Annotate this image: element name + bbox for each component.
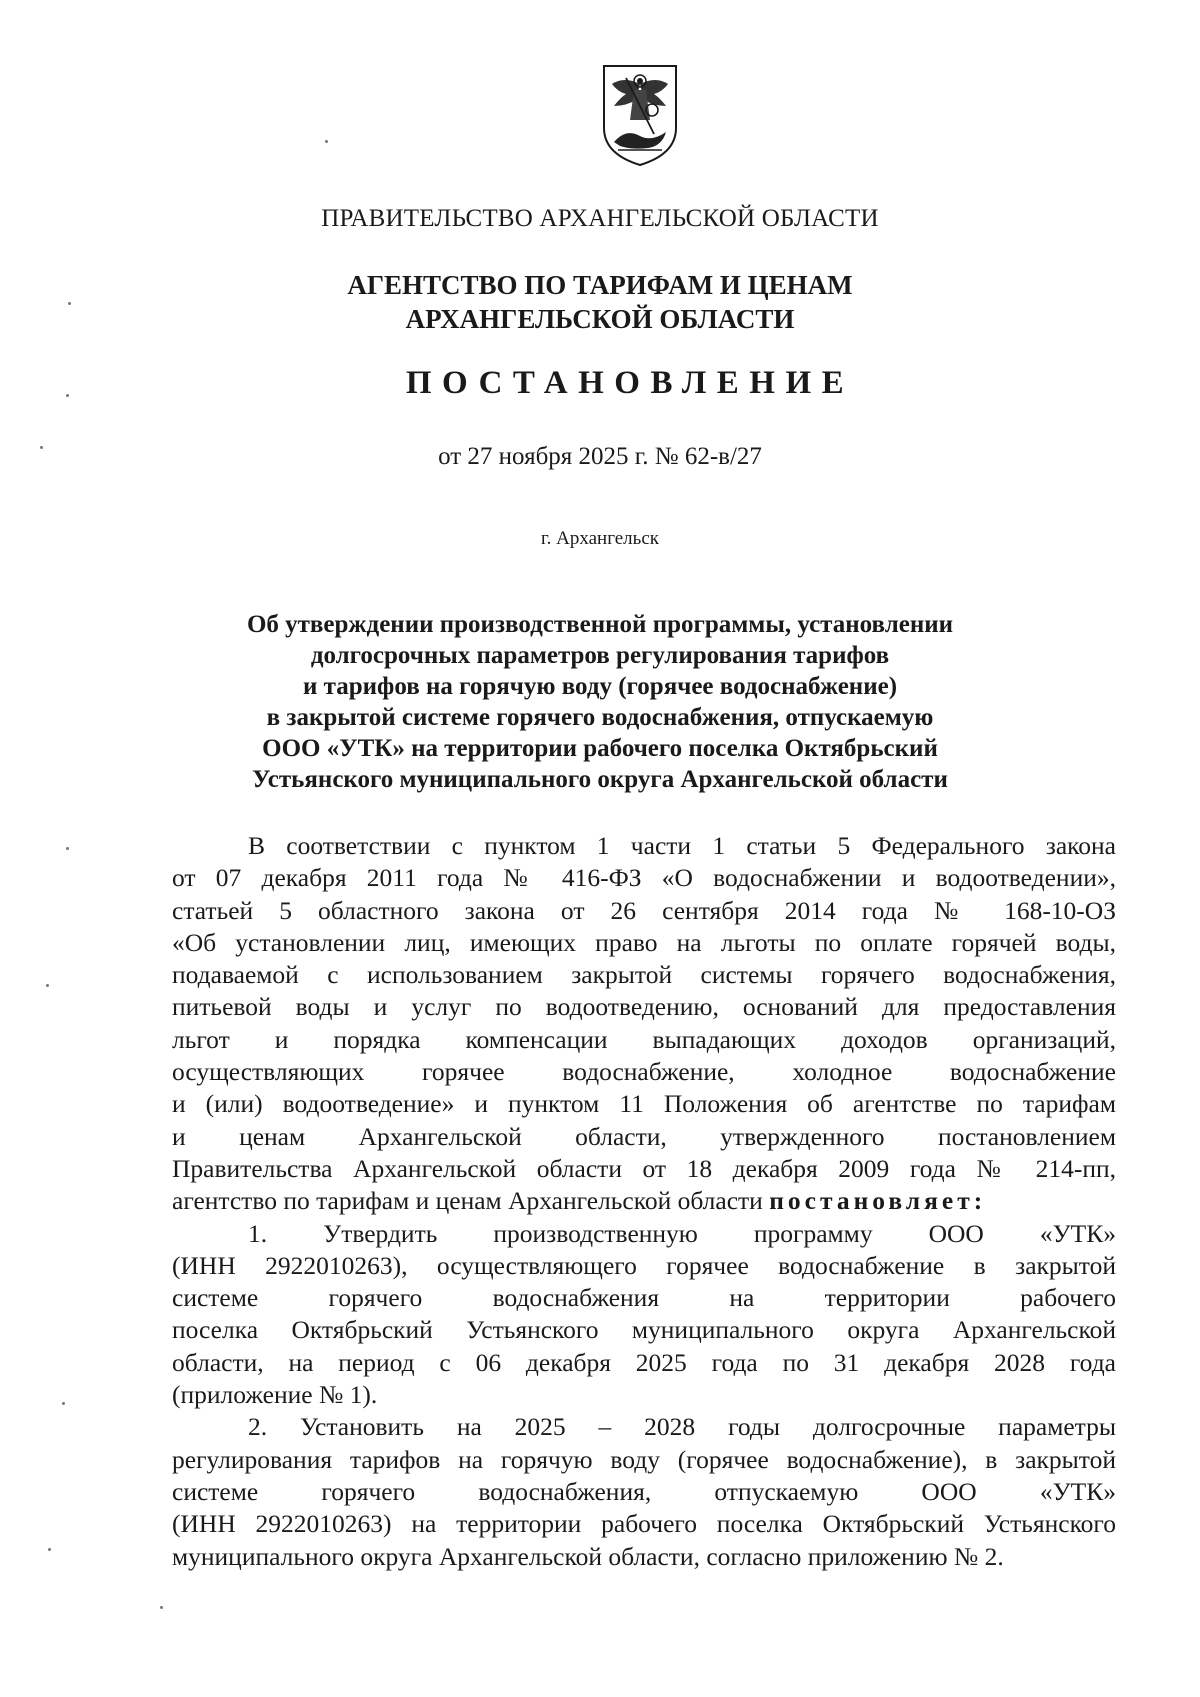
scan-speck: [48, 1548, 51, 1551]
preamble-paragraph: [172, 830, 1116, 1218]
body-line: (ИНН 2922010263) на территории рабочего поселка Октябрьский Устьянского: [172, 1509, 1116, 1539]
title-line: в закрытой системе горячего водоснабжения, отпускаемую: [266, 704, 934, 731]
item-1-paragraph: [172, 1218, 1116, 1412]
scan-speck: [66, 847, 69, 850]
body-line: подаваемой с использованием закрытой системы горячего водоснабжения,: [172, 960, 1116, 990]
body-line: муниципального округа Архангельской области, согласно приложению № 2.: [172, 1541, 1004, 1571]
body-line: [172, 1185, 1116, 1217]
agency-name-line: АГЕНТСТВО ПО ТАРИФАМ И ЦЕНАМ: [347, 270, 853, 300]
title-line: Об утверждении производственной программы, установлении: [246, 611, 954, 638]
document-number-date: от 27 ноября 2025 г. № 62-в/27: [438, 443, 762, 470]
title-line: ООО «УТК» на территории рабочего поселка Октябрьский: [262, 735, 938, 762]
title-line: долгосрочных параметров регулирования тарифов: [310, 642, 890, 669]
document-type: ПОСТАНОВЛЕНИЕ: [405, 365, 855, 401]
document-body: [172, 830, 1116, 1573]
scan-speck: [160, 1606, 163, 1609]
body-line: статьей 5 областного закона от 26 сентября 2014 года № 168-10-ОЗ: [172, 895, 1116, 925]
body-line: питьевой воды и услуг по водоотведению, оснований для предоставления: [172, 992, 1116, 1022]
government-name: ПРАВИТЕЛЬСТВО АРХАНГЕЛЬСКОЙ ОБЛАСТИ: [321, 205, 879, 232]
body-line: регулирования тарифов на горячую воду (горячее водоснабжение), в закрытой: [172, 1444, 1116, 1474]
agency-name-line: АРХАНГЕЛЬСКОЙ ОБЛАСТИ: [405, 304, 795, 334]
item-2-paragraph: [172, 1411, 1116, 1572]
body-line: льгот и порядка компенсации выпадающих доходов организаций,: [172, 1024, 1116, 1054]
title-line: и тарифов на горячую воду (горячее водоснабжение): [302, 673, 898, 700]
document-title: [0, 609, 1200, 795]
document-city: г. Архангельск: [540, 528, 659, 549]
body-line: и ценам Архангельской области, утвержденного постановлением: [172, 1121, 1116, 1151]
agency-name: [0, 268, 1200, 336]
body-line: осуществляющих горячее водоснабжение, холодное водоснабжение: [172, 1057, 1116, 1087]
body-line: В соответствии с пунктом 1 части 1 статьи 5 Федерального закона: [248, 831, 1116, 860]
body-line: (ИНН 2922010263), осуществляющего горячее водоснабжение в закрытой: [172, 1250, 1116, 1280]
body-line: Правительства Архангельской области от 18 декабря 2009 года № 214-пп,: [172, 1153, 1116, 1183]
body-line: области, на период с 06 декабря 2025 года по 31 декабря 2028 года: [172, 1347, 1116, 1377]
body-line: от 07 декабря 2011 года № 416-ФЗ «О водоснабжении и водоотведении»,: [172, 863, 1116, 893]
title-line: Устьянского муниципального округа Архангельской области: [252, 766, 948, 793]
body-line: и (или) водоотведение» и пунктом 11 Положения об агентстве по тарифам: [172, 1089, 1116, 1119]
scan-speck: [325, 140, 328, 143]
body-line: 1. Утвердить производственную программу ООО «УТК»: [248, 1218, 1116, 1248]
body-line: «Об установлении лиц, имеющих право на льготы по оплате горячей воды,: [172, 927, 1116, 957]
body-line: 2. Установить на 2025 – 2028 годы долгосрочные параметры: [248, 1412, 1116, 1442]
scan-speck: [46, 984, 49, 987]
resolves-word: постановляет:: [769, 1186, 987, 1216]
scan-speck: [62, 1402, 65, 1405]
body-line: поселка Октябрьский Устьянского муниципального округа Архангельской: [172, 1315, 1116, 1345]
body-line: системе горячего водоснабжения на территории рабочего: [172, 1283, 1116, 1313]
preamble-lead: агентство по тарифам и ценам Архангельской области: [172, 1186, 763, 1216]
body-line: системе горячего водоснабжения, отпускаемую ООО «УТК»: [172, 1476, 1116, 1506]
body-line: (приложение № 1).: [172, 1380, 378, 1410]
arkhangelsk-coat-of-arms-icon: [600, 62, 680, 168]
